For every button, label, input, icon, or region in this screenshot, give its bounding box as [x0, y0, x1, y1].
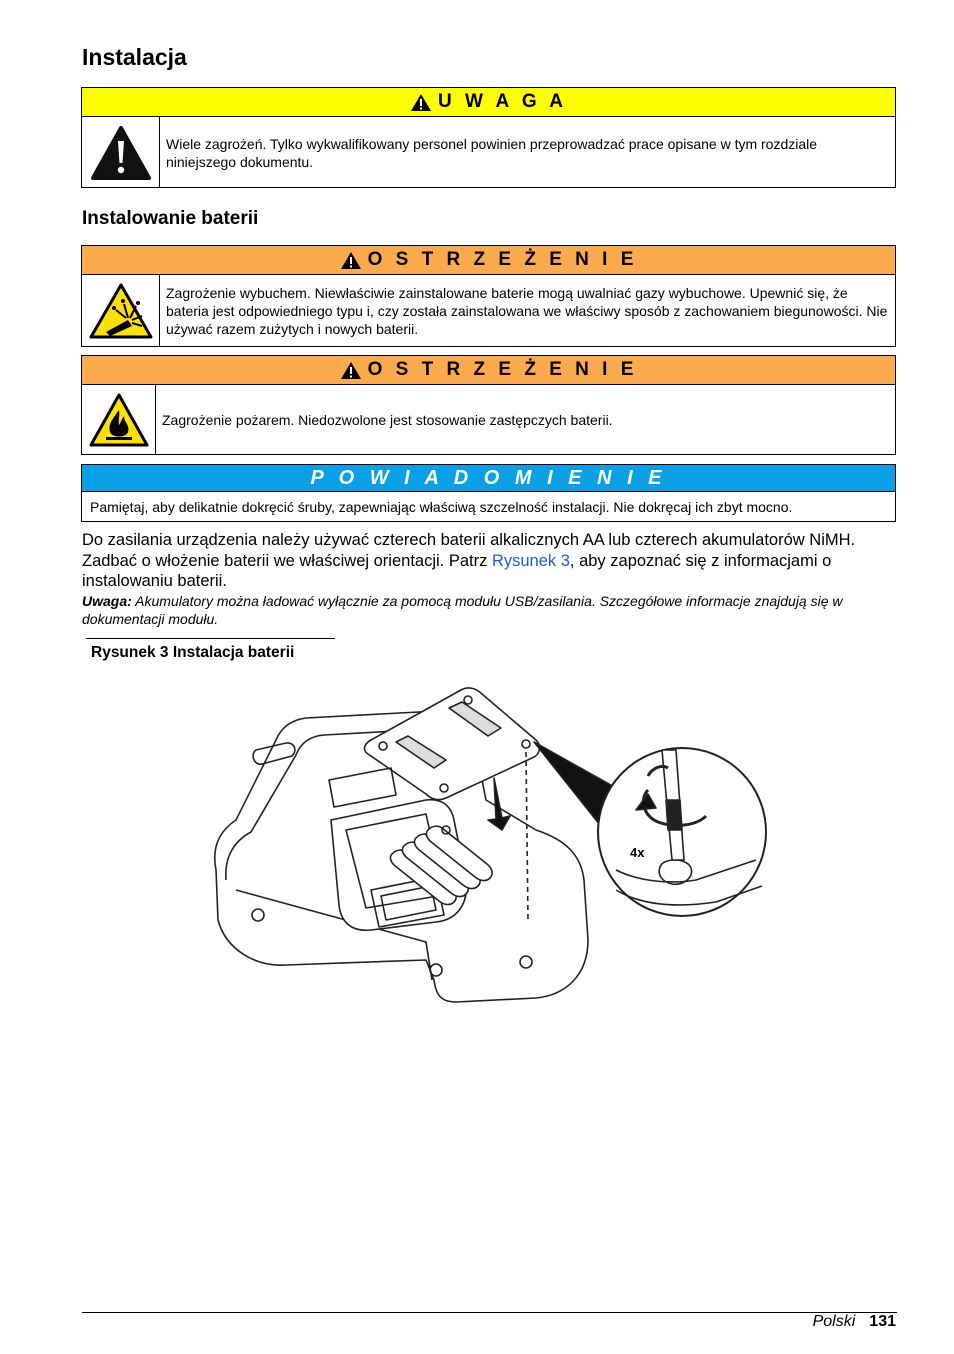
warning-small-icon — [340, 251, 362, 270]
footer-rule — [82, 1312, 897, 1313]
caution-text: Wiele zagrożeń. Tylko wykwalifikowany personel powinien przeprowadzać prace opisane w tym rozdziale niniejszego dokumentu. — [166, 135, 818, 170]
caution-box — [81, 87, 896, 188]
explosion-warning-box — [81, 245, 896, 347]
section-title: Instalowanie baterii — [82, 208, 259, 229]
warning-header-label: O S T R Z E Ż E N I E — [367, 249, 638, 270]
body-paragraph — [82, 530, 897, 592]
figure-link[interactable]: Rysunek 3 — [491, 551, 570, 570]
callout-4x-label: 4x — [630, 845, 645, 860]
battery-installation-figure — [196, 680, 776, 1025]
warning-small-icon — [340, 361, 362, 380]
fire-hazard-icon — [82, 385, 156, 455]
caution-header — [82, 88, 895, 117]
warning-small-icon — [410, 93, 432, 112]
warning-header — [82, 356, 895, 385]
body-text-1: Do zasilania urządzenia należy używać czterech baterii alkalicznych AA lub czterech akumulatorów NiMH. Zadbać o włożenie baterii we właściwej orientacji. Patrz — [82, 531, 856, 570]
notice-header: P O W I A D O M I E N I E — [82, 465, 895, 492]
page-title: Instalacja — [82, 44, 187, 70]
caution-header-label: U W A G A — [438, 91, 567, 112]
fire-warning-box — [81, 355, 896, 455]
body-text-2: , aby zapoznać się z informacjami o instalowaniu baterii. — [82, 551, 832, 590]
fire-warning-text: Zagrożenie pożarem. Niedozwolone jest stosowanie zastępczych baterii. — [162, 412, 613, 428]
note-label: Uwaga: — [82, 593, 132, 609]
notice-text: Pamiętaj, aby delikatnie dokręcić śruby, zapewniając właściwą szczelność instalacji. Nie dokręcaj ich zbyt mocno. — [90, 499, 793, 515]
explosion-warning-text: Zagrożenie wybuchem. Niewłaściwie zainstalowane baterie mogą uwalniać gazy wybuchowe. Upewnić się, że bateria jest odpowiedniego typu i, czy została zainstalowana we właściwy sposób z zachowaniem biegunowości. Nie używać razem zużytych i nowych baterii. — [166, 285, 888, 337]
warning-header-label: O S T R Z E Ż E N I E — [367, 359, 638, 380]
warning-triangle-icon — [82, 117, 160, 188]
warning-header — [82, 246, 895, 275]
page-number: 131 — [869, 1313, 896, 1330]
note-text: Akumulatory można ładować wyłącznie za pomocą modułu USB/zasilania. Szczegółowe informacje znajdują się w dokumentacji modułu. — [82, 593, 843, 627]
explosion-hazard-icon — [82, 275, 160, 347]
notice-box — [81, 464, 896, 522]
footer-language: Polski — [812, 1313, 856, 1330]
footer — [813, 1313, 896, 1331]
figure-caption: Rysunek 3 Instalacja baterii — [91, 644, 295, 661]
note-paragraph — [82, 592, 897, 628]
figure-rule — [86, 638, 335, 639]
